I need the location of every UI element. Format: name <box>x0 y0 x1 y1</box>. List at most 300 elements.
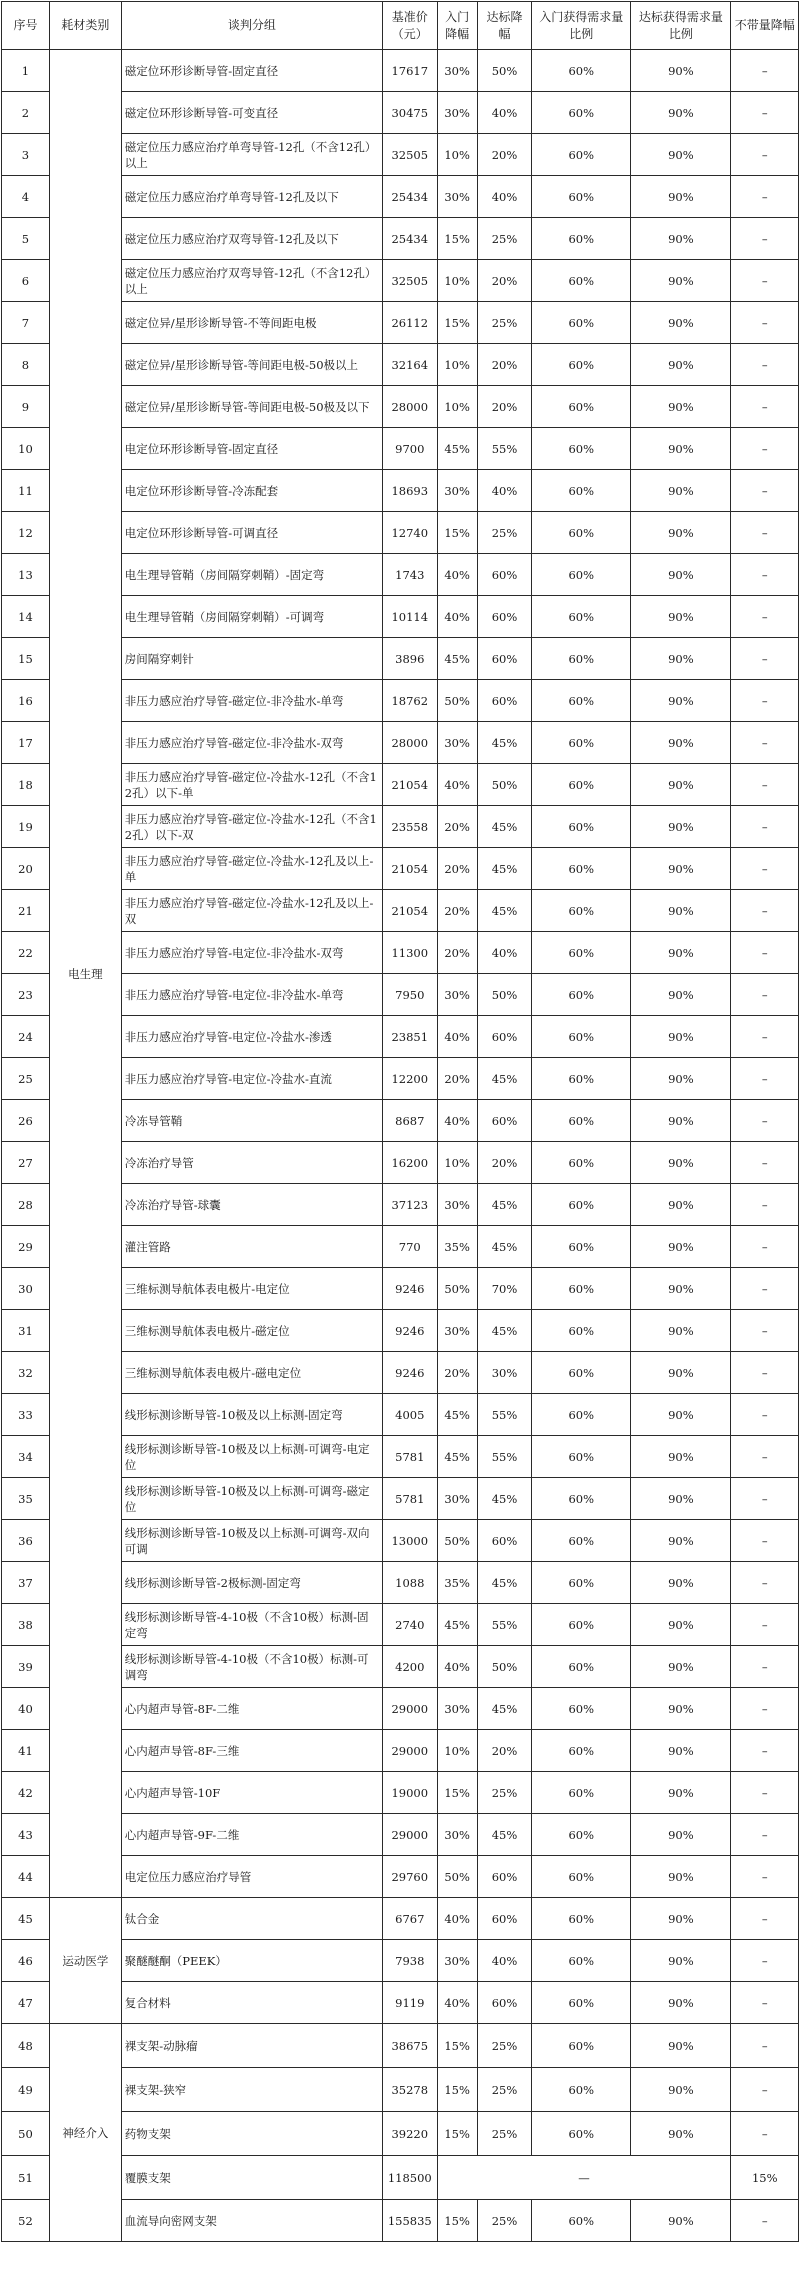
table-row <box>2 806 799 848</box>
target-cut-cell: 20% <box>477 386 531 428</box>
nonvolume-cut-cell: – <box>731 1604 799 1646</box>
target-cut-cell: 55% <box>477 1604 531 1646</box>
entry-ratio-cell: 60% <box>532 1394 631 1436</box>
target-ratio-cell: 90% <box>631 2200 731 2242</box>
base-price-cell: 7938 <box>383 1940 437 1982</box>
group-cell: 线形标测诊断导管-10极及以上标测-可调弯-双向可调 <box>121 1520 382 1562</box>
table-row <box>2 1940 799 1982</box>
serial-cell: 3 <box>2 134 50 176</box>
entry-ratio-cell: 60% <box>532 680 631 722</box>
group-cell: 电定位压力感应治疗导管 <box>121 1856 382 1898</box>
nonvolume-cut-cell: – <box>731 1730 799 1772</box>
target-cut-cell: 55% <box>477 428 531 470</box>
table-row <box>2 932 799 974</box>
target-ratio-cell: 90% <box>631 554 731 596</box>
entry-cut-cell: 30% <box>437 50 477 92</box>
nonvolume-cut-cell: – <box>731 1982 799 2024</box>
entry-ratio-cell: 60% <box>532 974 631 1016</box>
nonvolume-cut-cell: – <box>731 50 799 92</box>
entry-ratio-cell: 60% <box>532 428 631 470</box>
target-ratio-cell: 90% <box>631 1268 731 1310</box>
table-row <box>2 1814 799 1856</box>
entry-ratio-cell: 60% <box>532 92 631 134</box>
header-target-cut: 达标降幅 <box>477 2 531 50</box>
group-cell: 三维标测导航体表电极片-磁电定位 <box>121 1352 382 1394</box>
group-cell: 心内超声导管-8F-三维 <box>121 1730 382 1772</box>
serial-cell: 18 <box>2 764 50 806</box>
nonvolume-cut-cell: – <box>731 134 799 176</box>
target-ratio-cell: 90% <box>631 1520 731 1562</box>
entry-ratio-cell: 60% <box>532 1940 631 1982</box>
base-price-cell: 2740 <box>383 1604 437 1646</box>
entry-cut-cell: 30% <box>437 722 477 764</box>
base-price-cell: 29000 <box>383 1814 437 1856</box>
nonvolume-cut-cell: – <box>731 1772 799 1814</box>
entry-cut-cell: 35% <box>437 1562 477 1604</box>
target-cut-cell: 20% <box>477 344 531 386</box>
target-cut-cell: 45% <box>477 806 531 848</box>
entry-ratio-cell: 60% <box>532 50 631 92</box>
nonvolume-cut-cell: – <box>731 1646 799 1688</box>
group-cell: 冷冻导管鞘 <box>121 1100 382 1142</box>
base-price-cell: 32164 <box>383 344 437 386</box>
target-ratio-cell: 90% <box>631 1352 731 1394</box>
base-price-cell: 35278 <box>383 2068 437 2112</box>
entry-cut-cell: 45% <box>437 1394 477 1436</box>
target-cut-cell: 60% <box>477 638 531 680</box>
merged-cut-cell: — <box>437 2156 731 2200</box>
nonvolume-cut-cell: – <box>731 2068 799 2112</box>
group-cell: 非压力感应治疗导管-磁定位-冷盐水-12孔及以上-单 <box>121 848 382 890</box>
table-row <box>2 596 799 638</box>
target-ratio-cell: 90% <box>631 1394 731 1436</box>
base-price-cell: 4200 <box>383 1646 437 1688</box>
table-row <box>2 2156 799 2200</box>
table-row <box>2 1562 799 1604</box>
entry-cut-cell: 15% <box>437 1772 477 1814</box>
base-price-cell: 7950 <box>383 974 437 1016</box>
serial-cell: 32 <box>2 1352 50 1394</box>
target-cut-cell: 45% <box>477 1688 531 1730</box>
base-price-cell: 13000 <box>383 1520 437 1562</box>
serial-cell: 28 <box>2 1184 50 1226</box>
target-ratio-cell: 90% <box>631 1478 731 1520</box>
entry-cut-cell: 20% <box>437 1058 477 1100</box>
nonvolume-cut-cell: – <box>731 1940 799 1982</box>
group-cell: 心内超声导管-8F-二维 <box>121 1688 382 1730</box>
nonvolume-cut-cell: – <box>731 806 799 848</box>
header-nonvolume-cut: 不带量降幅 <box>731 2 799 50</box>
table-row <box>2 680 799 722</box>
nonvolume-cut-cell: – <box>731 1184 799 1226</box>
group-cell: 药物支架 <box>121 2112 382 2156</box>
nonvolume-cut-cell: – <box>731 932 799 974</box>
entry-ratio-cell: 60% <box>532 1016 631 1058</box>
target-ratio-cell: 90% <box>631 1058 731 1100</box>
nonvolume-cut-cell: – <box>731 1100 799 1142</box>
target-cut-cell: 25% <box>477 1772 531 1814</box>
target-ratio-cell: 90% <box>631 2112 731 2156</box>
entry-cut-cell: 30% <box>437 1688 477 1730</box>
nonvolume-cut-cell: – <box>731 848 799 890</box>
target-cut-cell: 60% <box>477 554 531 596</box>
nonvolume-cut-cell: – <box>731 2200 799 2242</box>
entry-ratio-cell: 60% <box>532 1226 631 1268</box>
entry-ratio-cell: 60% <box>532 932 631 974</box>
entry-cut-cell: 10% <box>437 344 477 386</box>
serial-cell: 20 <box>2 848 50 890</box>
serial-cell: 44 <box>2 1856 50 1898</box>
group-cell: 非压力感应治疗导管-电定位-冷盐水-渗透 <box>121 1016 382 1058</box>
entry-cut-cell: 40% <box>437 1898 477 1940</box>
target-ratio-cell: 90% <box>631 512 731 554</box>
group-cell: 磁定位环形诊断导管-固定直径 <box>121 50 382 92</box>
serial-cell: 21 <box>2 890 50 932</box>
group-cell: 电定位环形诊断导管-冷冻配套 <box>121 470 382 512</box>
entry-ratio-cell: 60% <box>532 302 631 344</box>
target-cut-cell: 20% <box>477 1142 531 1184</box>
serial-cell: 23 <box>2 974 50 1016</box>
table-row <box>2 722 799 764</box>
base-price-cell: 9700 <box>383 428 437 470</box>
serial-cell: 40 <box>2 1688 50 1730</box>
entry-cut-cell: 45% <box>437 428 477 470</box>
target-cut-cell: 25% <box>477 218 531 260</box>
group-cell: 线形标测诊断导管-10极及以上标测-固定弯 <box>121 1394 382 1436</box>
target-cut-cell: 50% <box>477 764 531 806</box>
target-cut-cell: 60% <box>477 1856 531 1898</box>
target-ratio-cell: 90% <box>631 1772 731 1814</box>
table-row <box>2 1688 799 1730</box>
target-cut-cell: 30% <box>477 1352 531 1394</box>
base-price-cell: 23558 <box>383 806 437 848</box>
group-cell: 非压力感应治疗导管-电定位-冷盐水-直流 <box>121 1058 382 1100</box>
entry-ratio-cell: 60% <box>532 1562 631 1604</box>
serial-cell: 26 <box>2 1100 50 1142</box>
table-row <box>2 1436 799 1478</box>
table-row <box>2 1898 799 1940</box>
serial-cell: 36 <box>2 1520 50 1562</box>
nonvolume-cut-cell: – <box>731 1394 799 1436</box>
target-cut-cell: 20% <box>477 134 531 176</box>
header-serial: 序号 <box>2 2 50 50</box>
serial-cell: 10 <box>2 428 50 470</box>
entry-ratio-cell: 60% <box>532 638 631 680</box>
target-cut-cell: 45% <box>477 722 531 764</box>
entry-ratio-cell: 60% <box>532 1688 631 1730</box>
group-cell: 非压力感应治疗导管-电定位-非冷盐水-单弯 <box>121 974 382 1016</box>
base-price-cell: 25434 <box>383 218 437 260</box>
entry-cut-cell: 30% <box>437 974 477 1016</box>
target-cut-cell: 60% <box>477 596 531 638</box>
target-ratio-cell: 90% <box>631 92 731 134</box>
table-row <box>2 260 799 302</box>
table-row <box>2 1394 799 1436</box>
target-cut-cell: 60% <box>477 1100 531 1142</box>
entry-cut-cell: 40% <box>437 554 477 596</box>
entry-ratio-cell: 60% <box>532 890 631 932</box>
group-cell: 磁定位压力感应治疗双弯导管-12孔（不含12孔）以上 <box>121 260 382 302</box>
group-cell: 线形标测诊断导管-2极标测-固定弯 <box>121 1562 382 1604</box>
base-price-cell: 21054 <box>383 848 437 890</box>
nonvolume-cut-cell: – <box>731 92 799 134</box>
target-cut-cell: 40% <box>477 932 531 974</box>
entry-ratio-cell: 60% <box>532 512 631 554</box>
target-ratio-cell: 90% <box>631 1100 731 1142</box>
entry-cut-cell: 50% <box>437 1268 477 1310</box>
table-row <box>2 1604 799 1646</box>
group-cell: 线形标测诊断导管-4-10极（不含10极）标测-可调弯 <box>121 1646 382 1688</box>
group-cell: 钛合金 <box>121 1898 382 1940</box>
group-cell: 电定位环形诊断导管-可调直径 <box>121 512 382 554</box>
nonvolume-cut-cell: – <box>731 764 799 806</box>
nonvolume-cut-cell: – <box>731 2112 799 2156</box>
nonvolume-cut-cell: – <box>731 2024 799 2068</box>
group-cell: 三维标测导航体表电极片-电定位 <box>121 1268 382 1310</box>
serial-cell: 4 <box>2 176 50 218</box>
target-cut-cell: 50% <box>477 50 531 92</box>
nonvolume-cut-cell: – <box>731 1436 799 1478</box>
serial-cell: 33 <box>2 1394 50 1436</box>
base-price-cell: 1743 <box>383 554 437 596</box>
target-ratio-cell: 90% <box>631 428 731 470</box>
serial-cell: 13 <box>2 554 50 596</box>
serial-cell: 9 <box>2 386 50 428</box>
entry-ratio-cell: 60% <box>532 2024 631 2068</box>
target-ratio-cell: 90% <box>631 302 731 344</box>
base-price-cell: 10114 <box>383 596 437 638</box>
entry-ratio-cell: 60% <box>532 1184 631 1226</box>
serial-cell: 35 <box>2 1478 50 1520</box>
nonvolume-cut-cell: – <box>731 1058 799 1100</box>
nonvolume-cut-cell: – <box>731 638 799 680</box>
target-ratio-cell: 90% <box>631 134 731 176</box>
table-row <box>2 638 799 680</box>
group-cell: 非压力感应治疗导管-磁定位-非冷盐水-单弯 <box>121 680 382 722</box>
header-category: 耗材类别 <box>49 2 121 50</box>
entry-ratio-cell: 60% <box>532 554 631 596</box>
target-cut-cell: 45% <box>477 1184 531 1226</box>
serial-cell: 42 <box>2 1772 50 1814</box>
base-price-cell: 770 <box>383 1226 437 1268</box>
serial-cell: 16 <box>2 680 50 722</box>
table-row <box>2 2024 799 2068</box>
base-price-cell: 21054 <box>383 764 437 806</box>
target-ratio-cell: 90% <box>631 1688 731 1730</box>
table-row <box>2 1142 799 1184</box>
nonvolume-cut-cell: – <box>731 260 799 302</box>
nonvolume-cut-cell: – <box>731 470 799 512</box>
table-row <box>2 1226 799 1268</box>
target-cut-cell: 25% <box>477 512 531 554</box>
table-row <box>2 2200 799 2242</box>
target-cut-cell: 50% <box>477 974 531 1016</box>
table-row <box>2 512 799 554</box>
target-ratio-cell: 90% <box>631 1730 731 1772</box>
target-cut-cell: 25% <box>477 2112 531 2156</box>
nonvolume-cut-cell: – <box>731 722 799 764</box>
group-cell: 磁定位压力感应治疗单弯导管-12孔（不含12孔）以上 <box>121 134 382 176</box>
nonvolume-cut-cell: – <box>731 344 799 386</box>
entry-ratio-cell: 60% <box>532 2200 631 2242</box>
entry-cut-cell: 30% <box>437 1478 477 1520</box>
table-row <box>2 1520 799 1562</box>
entry-ratio-cell: 60% <box>532 1478 631 1520</box>
base-price-cell: 32505 <box>383 134 437 176</box>
entry-ratio-cell: 60% <box>532 176 631 218</box>
entry-ratio-cell: 60% <box>532 386 631 428</box>
base-price-cell: 18762 <box>383 680 437 722</box>
group-cell: 非压力感应治疗导管-电定位-非冷盐水-双弯 <box>121 932 382 974</box>
base-price-cell: 39220 <box>383 2112 437 2156</box>
entry-ratio-cell: 60% <box>532 1814 631 1856</box>
target-cut-cell: 55% <box>477 1436 531 1478</box>
nonvolume-cut-cell: – <box>731 1226 799 1268</box>
serial-cell: 38 <box>2 1604 50 1646</box>
serial-cell: 27 <box>2 1142 50 1184</box>
entry-cut-cell: 15% <box>437 218 477 260</box>
serial-cell: 19 <box>2 806 50 848</box>
entry-cut-cell: 30% <box>437 1940 477 1982</box>
table-row <box>2 302 799 344</box>
serial-cell: 30 <box>2 1268 50 1310</box>
target-ratio-cell: 90% <box>631 260 731 302</box>
target-cut-cell: 40% <box>477 92 531 134</box>
entry-ratio-cell: 60% <box>532 764 631 806</box>
header-target-ratio: 达标获得需求量比例 <box>631 2 731 50</box>
group-cell: 磁定位环形诊断导管-可变直径 <box>121 92 382 134</box>
group-cell: 磁定位压力感应治疗单弯导管-12孔及以下 <box>121 176 382 218</box>
target-cut-cell: 25% <box>477 2024 531 2068</box>
entry-cut-cell: 15% <box>437 2024 477 2068</box>
target-cut-cell: 40% <box>477 470 531 512</box>
nonvolume-cut-cell: – <box>731 428 799 470</box>
base-price-cell: 28000 <box>383 386 437 428</box>
table-row <box>2 344 799 386</box>
entry-cut-cell: 50% <box>437 1856 477 1898</box>
base-price-cell: 8687 <box>383 1100 437 1142</box>
serial-cell: 17 <box>2 722 50 764</box>
nonvolume-cut-cell: – <box>731 1142 799 1184</box>
entry-ratio-cell: 60% <box>532 1730 631 1772</box>
entry-cut-cell: 30% <box>437 92 477 134</box>
group-cell: 裸支架-狭窄 <box>121 2068 382 2112</box>
base-price-cell: 9246 <box>383 1352 437 1394</box>
target-ratio-cell: 90% <box>631 1898 731 1940</box>
base-price-cell: 17617 <box>383 50 437 92</box>
group-cell: 电生理导管鞘（房间隔穿刺鞘）-可调弯 <box>121 596 382 638</box>
target-ratio-cell: 90% <box>631 1310 731 1352</box>
nonvolume-cut-cell: – <box>731 1814 799 1856</box>
entry-ratio-cell: 60% <box>532 260 631 302</box>
target-cut-cell: 60% <box>477 1982 531 2024</box>
target-cut-cell: 45% <box>477 1310 531 1352</box>
base-price-cell: 12740 <box>383 512 437 554</box>
entry-cut-cell: 45% <box>437 638 477 680</box>
consumables-table <box>1 1 799 2242</box>
base-price-cell: 25434 <box>383 176 437 218</box>
table-row <box>2 428 799 470</box>
base-price-cell: 9246 <box>383 1310 437 1352</box>
entry-cut-cell: 45% <box>437 1604 477 1646</box>
serial-cell: 14 <box>2 596 50 638</box>
table-row <box>2 1856 799 1898</box>
entry-ratio-cell: 60% <box>532 1772 631 1814</box>
serial-cell: 29 <box>2 1226 50 1268</box>
serial-cell: 41 <box>2 1730 50 1772</box>
table-row <box>2 50 799 92</box>
target-ratio-cell: 90% <box>631 470 731 512</box>
base-price-cell: 19000 <box>383 1772 437 1814</box>
target-ratio-cell: 90% <box>631 1184 731 1226</box>
target-ratio-cell: 90% <box>631 638 731 680</box>
nonvolume-cut-cell: – <box>731 1520 799 1562</box>
target-cut-cell: 60% <box>477 1898 531 1940</box>
table-row <box>2 1058 799 1100</box>
entry-cut-cell: 10% <box>437 1730 477 1772</box>
serial-cell: 22 <box>2 932 50 974</box>
group-cell: 磁定位异/星形诊断导管-等间距电极-50极以上 <box>121 344 382 386</box>
target-ratio-cell: 90% <box>631 890 731 932</box>
target-ratio-cell: 90% <box>631 1604 731 1646</box>
table-row <box>2 890 799 932</box>
table-row <box>2 1184 799 1226</box>
entry-ratio-cell: 60% <box>532 134 631 176</box>
serial-cell: 39 <box>2 1646 50 1688</box>
group-cell: 线形标测诊断导管-4-10极（不含10极）标测-固定弯 <box>121 1604 382 1646</box>
entry-cut-cell: 50% <box>437 1520 477 1562</box>
target-ratio-cell: 90% <box>631 722 731 764</box>
serial-cell: 7 <box>2 302 50 344</box>
target-cut-cell: 25% <box>477 2200 531 2242</box>
target-cut-cell: 45% <box>477 1058 531 1100</box>
serial-cell: 47 <box>2 1982 50 2024</box>
target-ratio-cell: 90% <box>631 2068 731 2112</box>
target-cut-cell: 45% <box>477 848 531 890</box>
target-ratio-cell: 90% <box>631 1142 731 1184</box>
serial-cell: 34 <box>2 1436 50 1478</box>
group-cell: 三维标测导航体表电极片-磁定位 <box>121 1310 382 1352</box>
nonvolume-cut-cell: – <box>731 1352 799 1394</box>
target-ratio-cell: 90% <box>631 50 731 92</box>
target-cut-cell: 60% <box>477 680 531 722</box>
nonvolume-cut-cell: – <box>731 512 799 554</box>
group-cell: 血流导向密网支架 <box>121 2200 382 2242</box>
group-cell: 心内超声导管-9F-二维 <box>121 1814 382 1856</box>
entry-cut-cell: 20% <box>437 890 477 932</box>
target-ratio-cell: 90% <box>631 932 731 974</box>
group-cell: 复合材料 <box>121 1982 382 2024</box>
group-cell: 覆膜支架 <box>121 2156 382 2200</box>
nonvolume-cut-cell: – <box>731 1856 799 1898</box>
base-price-cell: 21054 <box>383 890 437 932</box>
target-cut-cell: 45% <box>477 1478 531 1520</box>
group-cell: 磁定位异/星形诊断导管-等间距电极-50极及以下 <box>121 386 382 428</box>
base-price-cell: 23851 <box>383 1016 437 1058</box>
target-cut-cell: 20% <box>477 1730 531 1772</box>
entry-cut-cell: 40% <box>437 1982 477 2024</box>
base-price-cell: 6767 <box>383 1898 437 1940</box>
base-price-cell: 9246 <box>383 1268 437 1310</box>
serial-cell: 5 <box>2 218 50 260</box>
group-cell: 非压力感应治疗导管-磁定位-冷盐水-12孔（不含12孔）以下-单 <box>121 764 382 806</box>
target-cut-cell: 45% <box>477 1562 531 1604</box>
group-cell: 电定位环形诊断导管-固定直径 <box>121 428 382 470</box>
serial-cell: 52 <box>2 2200 50 2242</box>
serial-cell: 49 <box>2 2068 50 2112</box>
target-cut-cell: 55% <box>477 1394 531 1436</box>
table-row <box>2 848 799 890</box>
